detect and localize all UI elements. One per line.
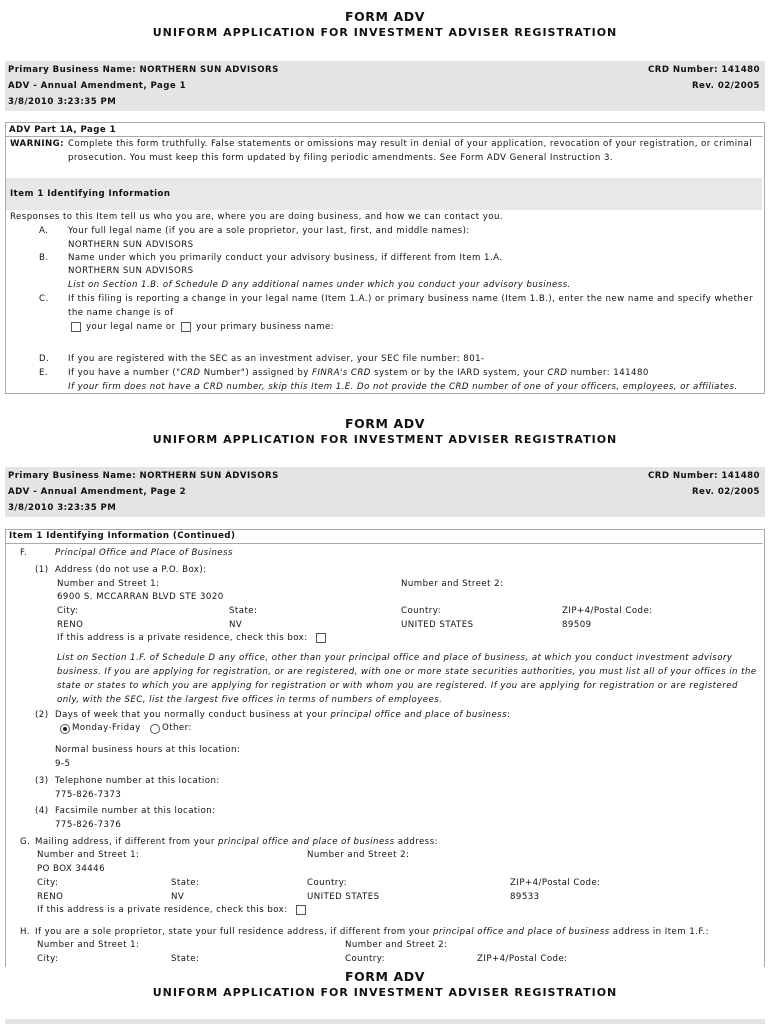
business-hours-value: 9-5 bbox=[55, 759, 71, 769]
crd-number: CRD Number: 141480 bbox=[648, 65, 760, 75]
residence-country-label: Country: bbox=[345, 954, 386, 964]
mailing-street2-label: Number and Street 2: bbox=[307, 850, 410, 860]
residence-state-label: State: bbox=[171, 954, 200, 964]
residence-street1-label: Number and Street 1: bbox=[37, 940, 140, 950]
mailing-private-residence-checkbox[interactable] bbox=[296, 905, 306, 915]
item-g-text: Mailing address, if different from your principal office and place of business address: bbox=[35, 837, 438, 847]
mailing-private-residence-label: If this address is a private residence, check this box: bbox=[37, 905, 288, 915]
item-f-note: List on Section 1.F. of Schedule D any office, other than your principal office and place of business, at which you conduct investment advisory business. If you are applying for registration, or are registered, with one or more state securities authorities, you must list all of your offices in the state or states to which you are applying for registration or with whom you are registered. If you are applying for registration or are registered only, with the SEC, list the largest five offices in terms of numbers of employees. bbox=[57, 653, 757, 705]
item-title-continued: Item 1 Identifying Information (Continued) bbox=[9, 531, 236, 541]
item-f3-number: (3) bbox=[35, 776, 49, 786]
mailing-state-label: State: bbox=[171, 878, 200, 888]
warning-text-line1: Complete this form truthfully. False statements or omissions may result in denial of your application, revocation of your registration, or criminal bbox=[68, 139, 753, 149]
private-residence-label: If this address is a private residence, check this box: bbox=[57, 633, 308, 643]
item-b-letter: B. bbox=[39, 253, 49, 263]
timestamp: 3/8/2010 3:23:35 PM bbox=[8, 97, 117, 107]
revision-label: Rev. 02/2005 bbox=[691, 81, 760, 91]
warning-label: WARNING: bbox=[10, 139, 65, 149]
form-title-page2: FORM ADV bbox=[344, 416, 426, 431]
residence-city-label: City: bbox=[37, 954, 59, 964]
business-name-checkbox[interactable] bbox=[181, 322, 191, 332]
business-hours-label: Normal business hours at this location: bbox=[55, 745, 241, 755]
item-c-text-line2: the name change is of bbox=[68, 308, 174, 318]
item-a-letter: A. bbox=[39, 226, 49, 236]
mailing-zip-label: ZIP+4/Postal Code: bbox=[510, 878, 601, 888]
item-g-letter: G. bbox=[20, 837, 31, 847]
office-country-value: UNITED STATES bbox=[401, 620, 474, 630]
mailing-city-value: RENO bbox=[37, 892, 64, 902]
mailing-state-value: NV bbox=[171, 892, 185, 902]
monday-friday-label: Monday-Friday bbox=[72, 723, 141, 733]
item-f-title: Principal Office and Place of Business bbox=[55, 548, 233, 558]
other-days-label: Other: bbox=[162, 723, 192, 733]
form-subtitle-page2: UNIFORM APPLICATION FOR INVESTMENT ADVISER REGISTRATION bbox=[152, 433, 618, 446]
page3-header-band bbox=[5, 1019, 765, 1024]
form-subtitle: UNIFORM APPLICATION FOR INVESTMENT ADVISER REGISTRATION bbox=[152, 26, 618, 39]
sec-file-number-text: If you are registered with the SEC as an investment adviser, your SEC file number: 801- bbox=[68, 354, 485, 364]
item-f1-number: (1) bbox=[35, 565, 49, 575]
part-label: ADV Part 1A, Page 1 bbox=[9, 125, 117, 135]
item-f2-text: Days of week that you normally conduct business at your principal office and place of business: bbox=[55, 710, 511, 720]
item-f2-number: (2) bbox=[35, 710, 49, 720]
business-name-value: NORTHERN SUN ADVISORS bbox=[68, 266, 194, 276]
item-b-note: List on Section 1.B. of Schedule D any additional names under which you conduct your advisory business. bbox=[68, 280, 571, 290]
item-h-text: If you are a sole proprietor, state your full residence address, if different from your principal office and place of business address in Item 1.F.: bbox=[35, 927, 709, 937]
item-b-text: Name under which you primarily conduct your advisory business, if different from Item 1.A. bbox=[68, 253, 503, 263]
primary-business-name-page2: Primary Business Name: NORTHERN SUN ADVISORS bbox=[8, 471, 279, 481]
item-c-letter: C. bbox=[39, 294, 49, 304]
item-f3-text: Telephone number at this location: bbox=[55, 776, 220, 786]
divider bbox=[5, 136, 763, 137]
monday-friday-radio[interactable] bbox=[60, 724, 70, 734]
mailing-street1-label: Number and Street 1: bbox=[37, 850, 140, 860]
facsimile-value: 775-826-7376 bbox=[55, 820, 122, 830]
mailing-street1-value: PO BOX 34446 bbox=[37, 864, 105, 874]
primary-business-name: Primary Business Name: NORTHERN SUN ADVISORS bbox=[8, 65, 279, 75]
item-h-letter: H. bbox=[20, 927, 30, 937]
city-label: City: bbox=[57, 606, 79, 616]
form-subtitle-page3: UNIFORM APPLICATION FOR INVESTMENT ADVISER REGISTRATION bbox=[152, 986, 618, 999]
business-name-option-label: your primary business name: bbox=[196, 322, 335, 332]
legal-name-option-label: your legal name or bbox=[86, 322, 176, 332]
item-e-letter: E. bbox=[39, 368, 49, 378]
form-title-page3: FORM ADV bbox=[344, 969, 426, 984]
office-zip-value: 89509 bbox=[562, 620, 592, 630]
amendment-label: ADV - Annual Amendment, Page 1 bbox=[8, 81, 187, 91]
legal-name-checkbox[interactable] bbox=[71, 322, 81, 332]
street2-label: Number and Street 2: bbox=[401, 579, 504, 589]
zip-label: ZIP+4/Postal Code: bbox=[562, 606, 653, 616]
item-a-text: Your full legal name (if you are a sole proprietor, your last, first, and middle names): bbox=[68, 226, 470, 236]
office-city-value: RENO bbox=[57, 620, 84, 630]
warning-text-line2: prosecution. You must keep this form updated by filing periodic amendments. See Form ADV General Instruction 3. bbox=[68, 153, 614, 163]
amendment-label-page2: ADV - Annual Amendment, Page 2 bbox=[8, 487, 187, 497]
crd-number-page2: CRD Number: 141480 bbox=[648, 471, 760, 481]
mailing-city-label: City: bbox=[37, 878, 59, 888]
item-c-text-line1: If this filing is reporting a change in your legal name (Item 1.A.) or primary business name (Item 1.B.), enter the new name and specify whether bbox=[68, 294, 754, 304]
item-f4-number: (4) bbox=[35, 806, 49, 816]
office-street1-value: 6900 S. MCCARRAN BLVD STE 3020 bbox=[57, 592, 224, 602]
item-f1-text: Address (do not use a P.O. Box): bbox=[55, 565, 207, 575]
mailing-country-value: UNITED STATES bbox=[307, 892, 380, 902]
item-f-letter: F. bbox=[20, 548, 28, 558]
item-intro: Responses to this Item tell us who you are, where you are doing business, and how we can contact you. bbox=[10, 212, 504, 222]
item-e-note: If your firm does not have a CRD number, skip this Item 1.E. Do not provide the CRD number of one of your officers, employees, or affiliates. bbox=[68, 382, 738, 392]
state-label: State: bbox=[229, 606, 258, 616]
office-private-residence-checkbox[interactable] bbox=[316, 633, 326, 643]
residence-street2-label: Number and Street 2: bbox=[345, 940, 448, 950]
timestamp-page2: 3/8/2010 3:23:35 PM bbox=[8, 503, 117, 513]
mailing-zip-value: 89533 bbox=[510, 892, 540, 902]
crd-number-text: If you have a number ("CRD Number") assigned by FINRA's CRD system or by the IARD system, your CRD number: 141480 bbox=[68, 368, 649, 378]
revision-label-page2: Rev. 02/2005 bbox=[691, 487, 760, 497]
item-d-letter: D. bbox=[39, 354, 50, 364]
item-f4-text: Facsimile number at this location: bbox=[55, 806, 216, 816]
office-state-value: NV bbox=[229, 620, 243, 630]
country-label: Country: bbox=[401, 606, 442, 616]
other-days-radio[interactable] bbox=[150, 724, 160, 734]
street1-label: Number and Street 1: bbox=[57, 579, 160, 589]
legal-name-value: NORTHERN SUN ADVISORS bbox=[68, 240, 194, 250]
item-title: Item 1 Identifying Information bbox=[10, 189, 171, 199]
form-title: FORM ADV bbox=[344, 9, 426, 24]
residence-zip-label: ZIP+4/Postal Code: bbox=[477, 954, 568, 964]
telephone-value: 775-826-7373 bbox=[55, 790, 122, 800]
mailing-country-label: Country: bbox=[307, 878, 348, 888]
divider bbox=[5, 543, 763, 544]
